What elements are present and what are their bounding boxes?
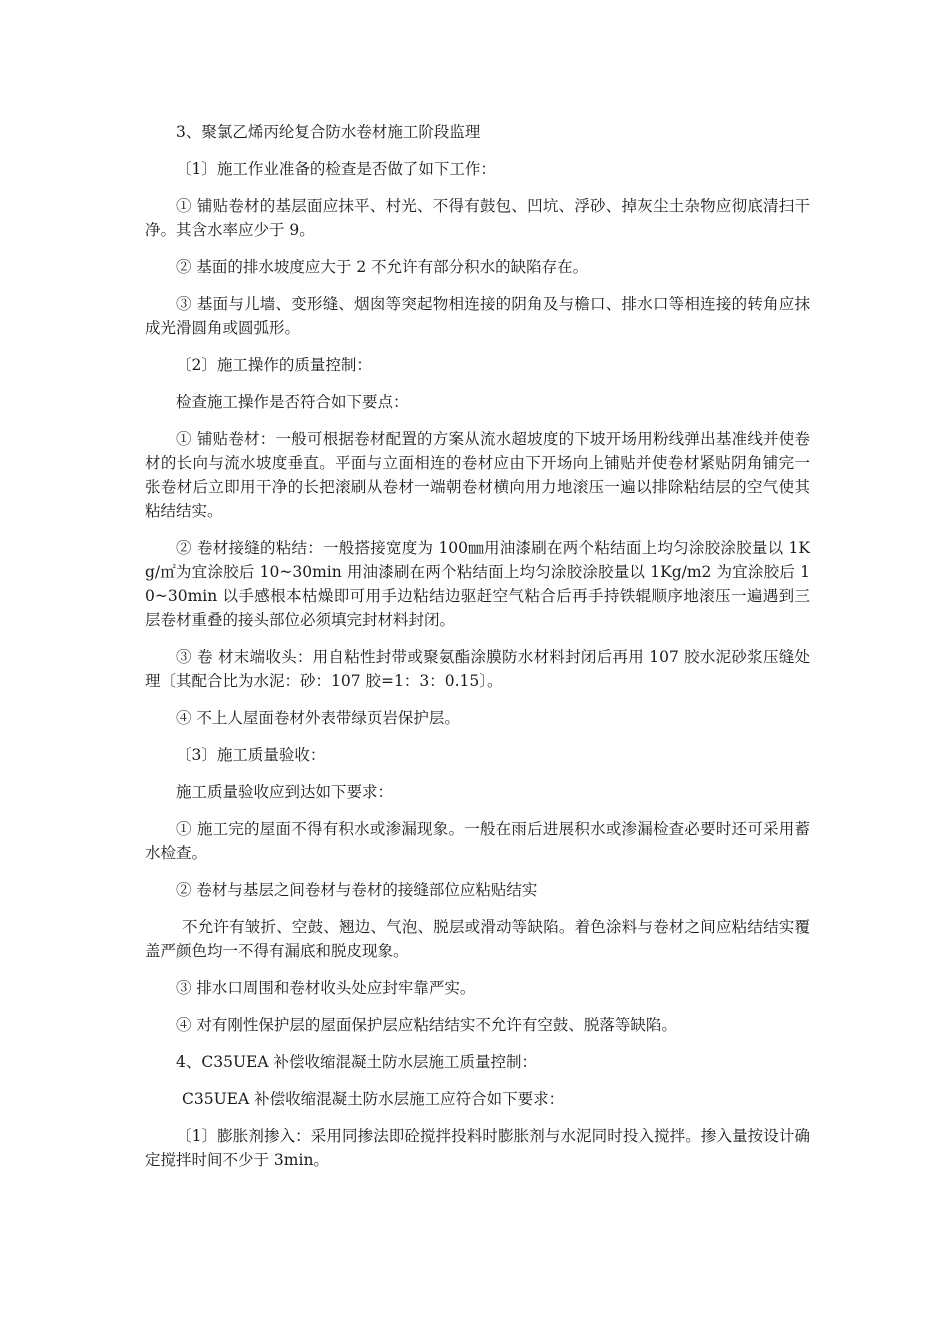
section-heading: 4、C35UEA 补偿收缩混凝土防水层施工质量控制： (176, 1053, 537, 1071)
paragraph: ④ 对有刚性保护层的屋面保护层应粘结结实不允许有空鼓、脱落等缺陷。 (176, 1016, 677, 1034)
paragraph: ① 铺贴卷材的基层面应抹平、村光、不得有鼓包、凹坑、浮砂、掉灰尘土杂物应彻底清扫干净。其含水率应少于 9。 (145, 197, 810, 239)
paragraph: 不允许有皱折、空鼓、翘边、气泡、脱层或滑动等缺陷。着色涂料与卷材之间应粘结结实覆盖严颜色均一不得有漏底和脱皮现象。 (145, 918, 810, 960)
paragraph: ② 卷材与基层之间卷材与卷材的接缝部位应粘贴结实 (176, 881, 538, 899)
subsection-heading: 〔3〕施工质量验收： (176, 746, 326, 764)
subsection-heading: 〔1〕施工作业准备的检查是否做了如下工作： (176, 160, 496, 178)
paragraph: 施工质量验收应到达如下要求： (176, 783, 394, 801)
document-body (145, 120, 810, 1185)
paragraph: ② 基面的排水坡度应大于 2 不允许有部分积水的缺陷存在。 (176, 258, 589, 276)
paragraph: ③ 卷 材末端收头：用自粘性封带或聚氨酯涂膜防水材料封闭后再用 107 胶水泥砂浆压缝处理〔其配合比为水泥：砂：107 胶=1：3：0.15〕。 (145, 648, 810, 690)
paragraph: ④ 不上人屋面卷材外表带绿页岩保护层。 (176, 709, 460, 727)
paragraph: 检查施工操作是否符合如下要点： (176, 393, 409, 411)
subsection-heading: 〔2〕施工操作的质量控制： (176, 356, 372, 374)
section-heading: 3、聚氯乙烯丙纶复合防水卷材施工阶段监理 (176, 123, 481, 141)
paragraph: ③ 基面与儿墙、变形缝、烟囱等突起物相连接的阴角及与檐口、排水口等相连接的转角应抹成光滑圆角或圆弧形。 (145, 295, 810, 337)
subsection-heading: 〔1〕膨胀剂掺入：采用同掺法即砼搅拌投料时膨胀剂与水泥同时投入搅拌。掺入量按设计确定搅拌时间不少于 3min。 (145, 1127, 810, 1169)
paragraph: C35UEA 补偿收缩混凝土防水层施工应符合如下要求： (182, 1090, 565, 1108)
paragraph: ③ 排水口周围和卷材收头处应封牢靠严实。 (176, 979, 476, 997)
paragraph: ① 铺贴卷材：一般可根据卷材配置的方案从流水超坡度的下坡开场用粉线弹出基准线并使卷材的长向与流水坡度垂直。平面与立面相连的卷材应由下开场向上铺贴并使卷材紧贴阴角铺完一张卷材后立即用干净的长把滚刷从卷材一端朝卷材横向用力地滚压一遍以排除粘结层的空气使其粘结结实。 (145, 430, 810, 520)
paragraph: ② 卷材接缝的粘结：一般搭接宽度为 100㎜用油漆刷在两个粘结面上均匀涂胶涂胶量以 1Kg/㎡为宜涂胶后 10~30min 用油漆刷在两个粘结面上均匀涂胶涂胶量以 1Kg/m2 为宜涂胶后 10~30min 以手感根本枯燥即可用手边粘结边驱赶空气粘合后再手持铁辊顺序地滚压一遍遇到三层卷材重叠的接头部位必须填完封材料封闭。 (145, 539, 810, 629)
paragraph: ① 施工完的屋面不得有积水或渗漏现象。一般在雨后进展积水或渗漏检查必要时还可采用蓄水检查。 (145, 820, 810, 862)
